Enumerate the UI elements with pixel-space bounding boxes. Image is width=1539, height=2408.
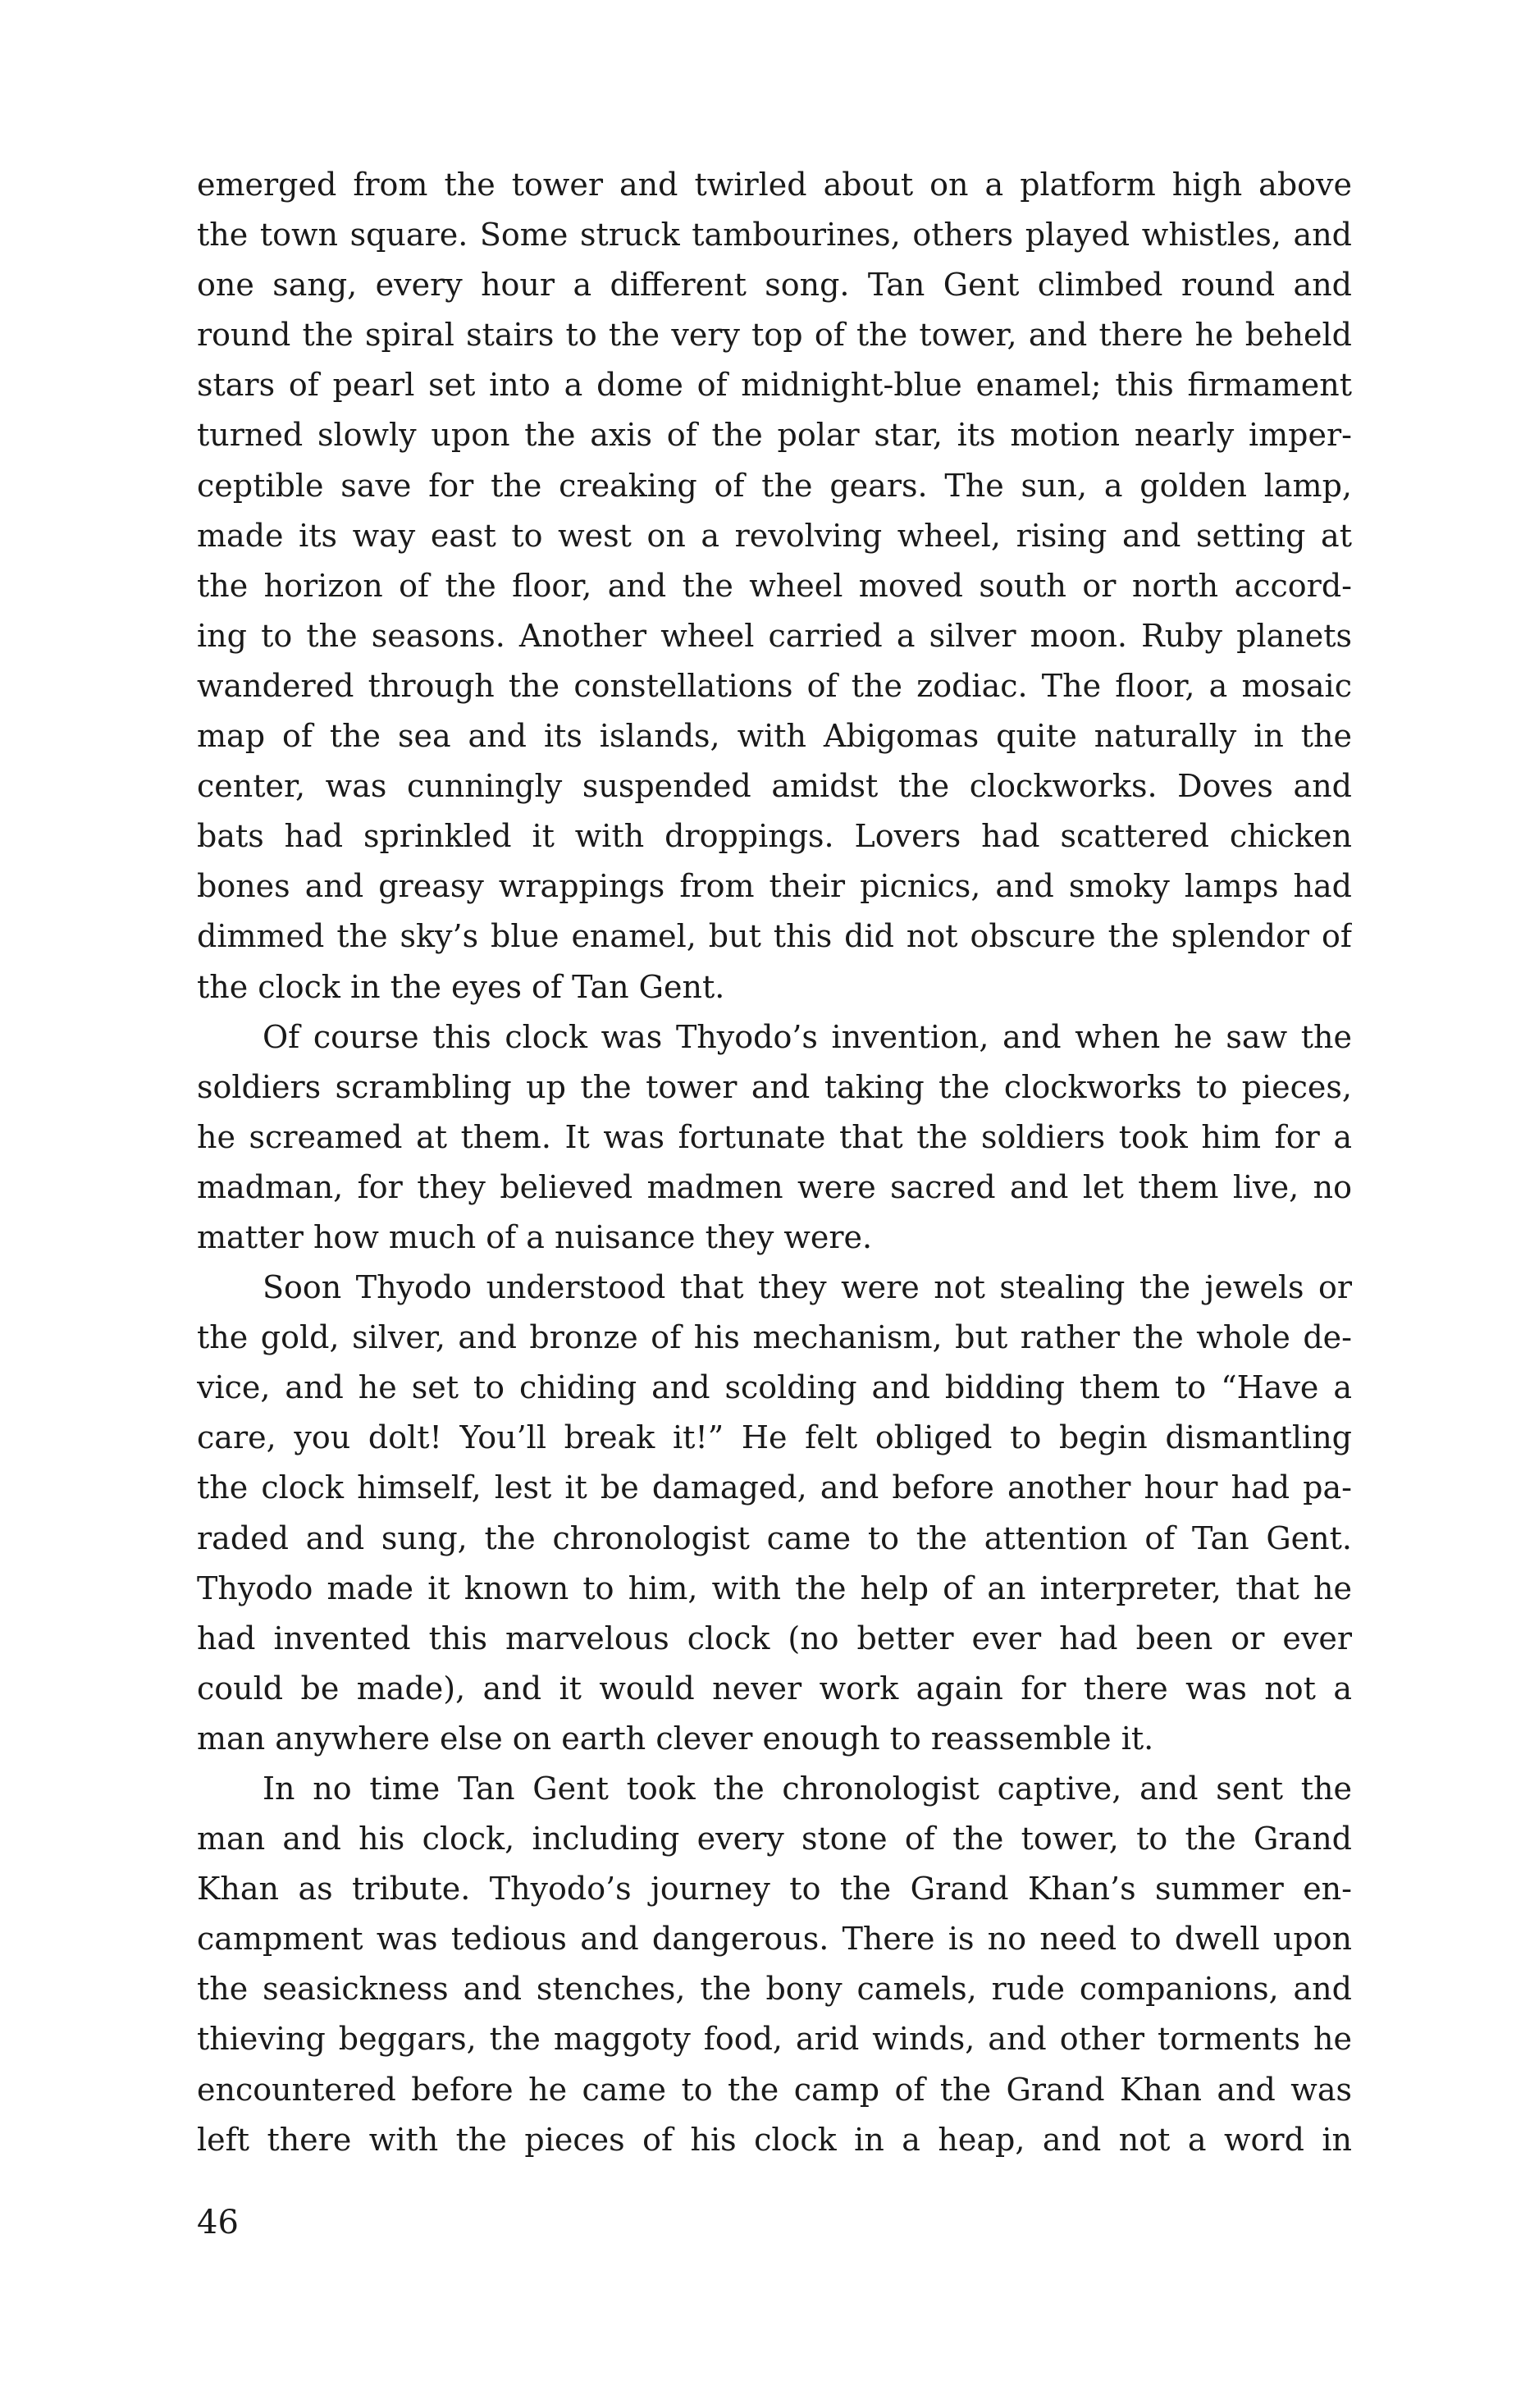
text-line: thieving beggars, the maggoty food, arid winds, and other torments he: [197, 2021, 1352, 2058]
text-line: the gold, silver, and bronze of his mechanism, but rather the whole de-: [197, 1319, 1352, 1356]
paragraph: [197, 1012, 1352, 1263]
text-line: turned slowly upon the axis of the polar star, its motion nearly imper-: [197, 417, 1352, 454]
text-line: soldiers scrambling up the tower and taking the clockworks to pieces,: [197, 1068, 1352, 1105]
text-line: In no time Tan Gent took the chronologist captive, and sent the: [263, 1771, 1352, 1807]
text-line: Soon Thyodo understood that they were not stealing the jewels or: [263, 1269, 1352, 1306]
text-line: man and his clock, including every stone of the tower, to the Grand: [197, 1821, 1352, 1857]
text-line: raded and sung, the chronologist came to the attention of Tan Gent.: [197, 1519, 1352, 1556]
text-line: care, you dolt! You’ll break it!” He felt obliged to begin dismantling: [197, 1419, 1352, 1456]
text-line: the seasickness and stenches, the bony camels, rude companions, and: [197, 1971, 1352, 2008]
text-line: emerged from the tower and twirled about on a platform high above: [197, 167, 1352, 203]
text-line: the clock in the eyes of Tan Gent.: [197, 968, 725, 1005]
text-line: made its way east to west on a revolving wheel, rising and setting at: [197, 517, 1352, 554]
text-line: round the spiral stairs to the very top of the tower, and there he beheld: [197, 317, 1352, 354]
text-line: Of course this clock was Thyodo’s invention, and when he saw the: [263, 1018, 1352, 1055]
text-line: stars of pearl set into a dome of midnight-blue enamel; this firmament: [197, 367, 1352, 404]
text-line: could be made), and it would never work again for there was not a: [197, 1670, 1352, 1707]
text-line: encountered before he came to the camp of the Grand Khan and was: [197, 2071, 1352, 2108]
text-line: ing to the seasons. Another wheel carried a silver moon. Ruby planets: [197, 617, 1352, 654]
paragraph: [197, 1263, 1352, 1764]
text-line: vice, and he set to chiding and scolding and bidding them to “Have a: [197, 1369, 1352, 1406]
text-line: one sang, every hour a different song. Tan Gent climbed round and: [197, 267, 1352, 304]
text-line: he screamed at them. It was fortunate that the soldiers took him for a: [197, 1118, 1352, 1155]
text-line: man anywhere else on earth clever enough to reassemble it.: [197, 1720, 1154, 1757]
text-line: the town square. Some struck tambourines, others played whistles, and: [197, 217, 1352, 254]
text-line: center, was cunningly suspended amidst the clockworks. Doves and: [197, 768, 1352, 805]
text-line: the clock himself, lest it be damaged, and before another hour had pa-: [197, 1469, 1352, 1506]
text-line: map of the sea and its islands, with Abigomas quite naturally in the: [197, 718, 1352, 755]
page-number: 46: [197, 2204, 239, 2241]
text-line: the horizon of the floor, and the wheel moved south or north accord-: [197, 567, 1352, 604]
text-line: matter how much of a nuisance they were.: [197, 1218, 873, 1255]
text-line: bones and greasy wrappings from their picnics, and smoky lamps had: [197, 868, 1352, 905]
text-line: wandered through the constellations of the zodiac. The floor, a mosaic: [197, 667, 1352, 704]
text-line: campment was tedious and dangerous. There is no need to dwell upon: [197, 1921, 1352, 1958]
text-line: left there with the pieces of his clock in a heap, and not a word in: [197, 2121, 1352, 2158]
paragraph: [197, 160, 1352, 1012]
text-line: Khan as tribute. Thyodo’s journey to the Grand Khan’s summer en-: [197, 1871, 1352, 1908]
text-line: had invented this marvelous clock (no better ever had been or ever: [197, 1620, 1352, 1656]
body-text: [197, 160, 1352, 2165]
text-line: madman, for they believed madmen were sacred and let them live, no: [197, 1168, 1352, 1205]
text-line: bats had sprinkled it with droppings. Lovers had scattered chicken: [197, 818, 1352, 855]
text-line: Thyodo made it known to him, with the help of an interpreter, that he: [197, 1570, 1352, 1606]
text-line: ceptible save for the creaking of the gears. The sun, a golden lamp,: [197, 467, 1352, 504]
paragraph: [197, 1764, 1352, 2165]
text-line: dimmed the sky’s blue enamel, but this did not obscure the splendor of: [197, 918, 1352, 955]
